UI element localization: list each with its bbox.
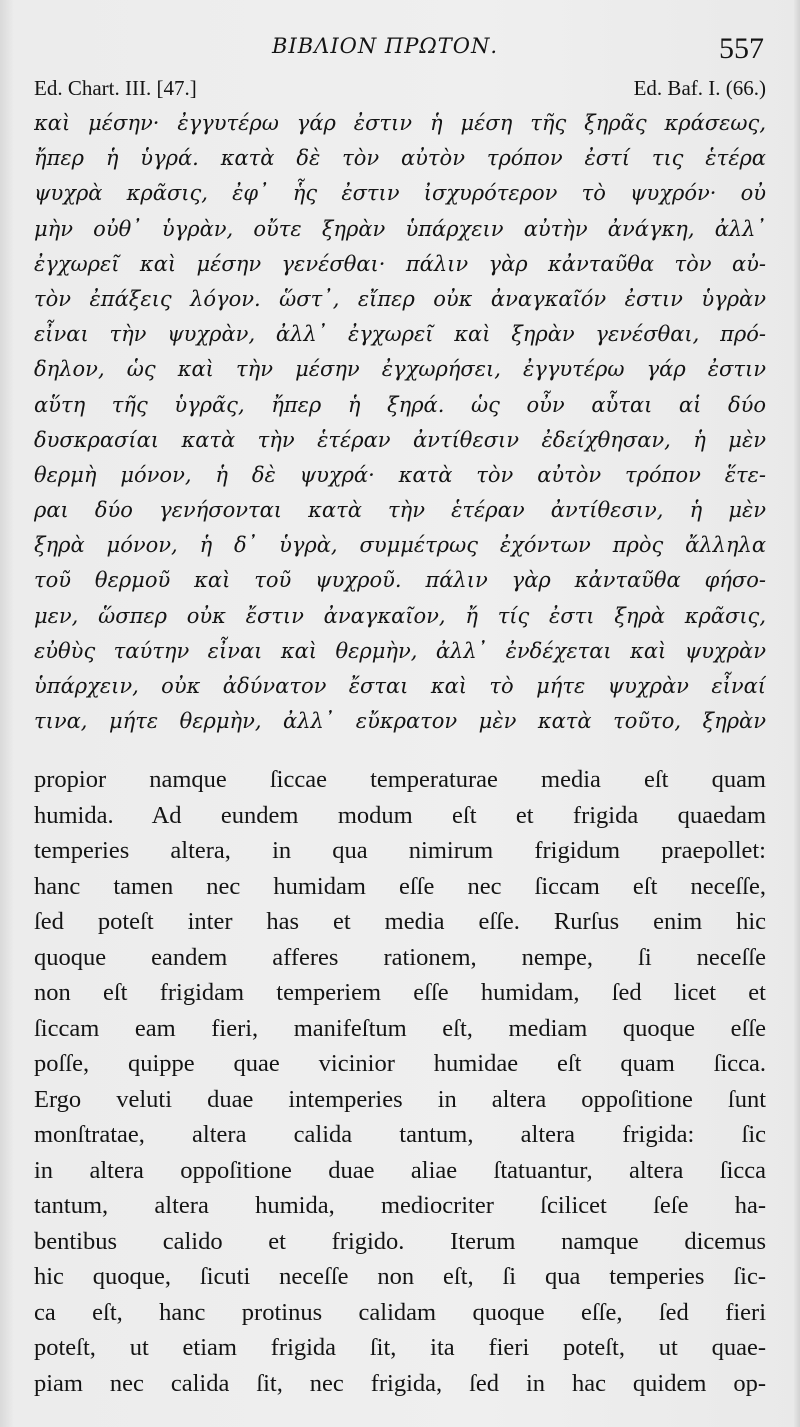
latin-text-block xyxy=(34,762,766,1401)
running-title: ΒΙΒΛΙΟΝ ΠΡΩΤΟΝ. xyxy=(272,34,499,58)
page-number: 557 xyxy=(719,32,764,65)
edition-references xyxy=(34,76,766,104)
greek-text-block xyxy=(34,106,766,739)
greek-text-line: ἤπερ ἡ ὑγρά. κατὰ δὲ τὸν αὐτὸν τρόπον ἐστί τις ἑτέρα xyxy=(34,146,766,171)
greek-text-line: θερμὴ μόνον, ἡ δὲ ψυχρά· κατὰ τὸν αὐτὸν τρόπον ἕτε- xyxy=(34,462,766,487)
greek-text-line: μεν, ὥσπερ οὐκ ἔστιν ἀναγκαῖον, ἤ τίς ἐστι ξηρὰ κρᾶσις, xyxy=(34,603,766,628)
edition-chart-reference: Ed. Chart. III. [47.] xyxy=(34,76,197,100)
greek-text-line: τοῦ θερμοῦ καὶ τοῦ ψυχροῦ. πάλιν γὰρ κἀνταῦθα φήσο- xyxy=(34,568,766,593)
latin-text-line: Ergo veluti duae intemperies in altera oppoſitione ſunt xyxy=(34,1085,766,1113)
latin-text-line: monſtratae, altera calida tantum, altera frigida: ſic xyxy=(34,1121,766,1148)
greek-text-line: δηλον, ὡς καὶ τὴν μέσην ἐγχωρήσει, ἐγγυτέρω γάρ ἐστιν xyxy=(34,357,766,382)
latin-text-line: poteſt, ut etiam frigida ſit, ita fieri poteſt, ut quae- xyxy=(34,1334,766,1361)
latin-text-line: humida. Ad eundem modum eſt et frigida quaedam xyxy=(34,801,766,829)
latin-text-line: ſed poteſt inter has et media eſſe. Rurſus enim hic xyxy=(34,908,766,935)
greek-text-line: εἶναι τὴν ψυχρὰν, ἀλλ᾽ ἐγχωρεῖ καὶ ξηρὰν γενέσθαι, πρό- xyxy=(34,322,766,347)
latin-text-line: ſiccam eam fieri, manifeſtum eſt, mediam quoque eſſe xyxy=(34,1014,766,1042)
page-edge-shadow xyxy=(794,0,800,1427)
latin-text-line: ca eſt, hanc protinus calidam quoque eſſe, ſed fieri xyxy=(34,1298,766,1326)
greek-text-line: ψυχρὰ κρᾶσις, ἐφ᾽ ἧς ἐστιν ἰσχυρότερον τὸ ψυχρόν· οὐ xyxy=(34,181,766,206)
greek-text-line: τὸν ἐπάξεις λόγον. ὥστ᾽, εἴπερ οὐκ ἀναγκαῖόν ἐστιν ὑγρὰν xyxy=(34,286,766,311)
greek-text-line: καὶ μέσην· ἐγγυτέρω γάρ ἐστιν ἡ μέση τῆς ξηρᾶς κράσεως, xyxy=(34,111,766,135)
edition-basel-reference: Ed. Baf. I. (66.) xyxy=(633,76,766,100)
latin-text-line: hic quoque, ſicuti neceſſe non eſt, ſi qua temperies ſic- xyxy=(34,1263,766,1290)
latin-text-line: piam nec calida ſit, nec frigida, ſed in hac quidem op- xyxy=(34,1369,766,1397)
latin-text-line: temperies altera, in qua nimirum frigidum praepollet: xyxy=(34,837,766,864)
latin-text-line: quoque eandem afferes rationem, nempe, ſi neceſſe xyxy=(34,943,766,971)
greek-text-line: μὴν οὐθ᾽ ὑγρὰν, οὔτε ξηρὰν ὑπάρχειν αὐτὴν ἀνάγκη, ἀλλ᾽ xyxy=(34,216,766,241)
greek-text-line: ραι δύο γενήσονται κατὰ τὴν ἑτέραν ἀντίθεσιν, ἡ μὲν xyxy=(34,498,766,523)
latin-text-line: poſſe, quippe quae vicinior humidae eſt quam ſicca. xyxy=(34,1050,766,1077)
latin-text-line: bentibus calido et frigido. Iterum namque dicemus xyxy=(34,1227,766,1255)
greek-text-line: αὕτη τῆς ὑγρᾶς, ἤπερ ἡ ξηρά. ὡς οὖν αὗται αἱ δύο xyxy=(34,392,766,417)
greek-text-line: ἐγχωρεῖ καὶ μέσην γενέσθαι· πάλιν γὰρ κἀνταῦθα τὸν αὐ- xyxy=(34,251,766,276)
greek-text-line: ξηρὰ μόνον, ἡ δ᾽ ὑγρὰ, συμμέτρως ἐχόντων πρὸς ἄλληλα xyxy=(34,533,766,558)
greek-text-line: εὐθὺς ταύτην εἶναι καὶ θερμὴν, ἀλλ᾽ ἐνδέχεται καὶ ψυχρὰν xyxy=(34,638,766,663)
latin-text-line: tantum, altera humida, mediocriter ſcilicet ſeſe ha- xyxy=(34,1192,766,1219)
running-head xyxy=(0,30,800,70)
latin-text-line: hanc tamen nec humidam eſſe nec ſiccam eſt neceſſe, xyxy=(34,872,766,900)
greek-text-line: δυσκρασίαι κατὰ τὴν ἑτέραν ἀντίθεσιν ἐδείχθησαν, ἡ μὲν xyxy=(34,427,766,452)
latin-text-line: non eſt frigidam temperiem eſſe humidam, ſed licet et xyxy=(34,979,766,1006)
latin-text-line: propior namque ſiccae temperaturae media eſt quam xyxy=(34,766,766,793)
latin-text-line: in altera oppoſitione duae aliae ſtatuantur, altera ſicca xyxy=(34,1156,766,1184)
greek-text-line: ὑπάρχειν, οὐκ ἀδύνατον ἔσται καὶ τὸ μήτε ψυχρὰν εἶναί xyxy=(34,674,766,698)
greek-text-line: τινα, μήτε θερμὴν, ἀλλ᾽ εὔκρατον μὲν κατὰ τοῦτο, ξηρὰν xyxy=(34,709,766,734)
